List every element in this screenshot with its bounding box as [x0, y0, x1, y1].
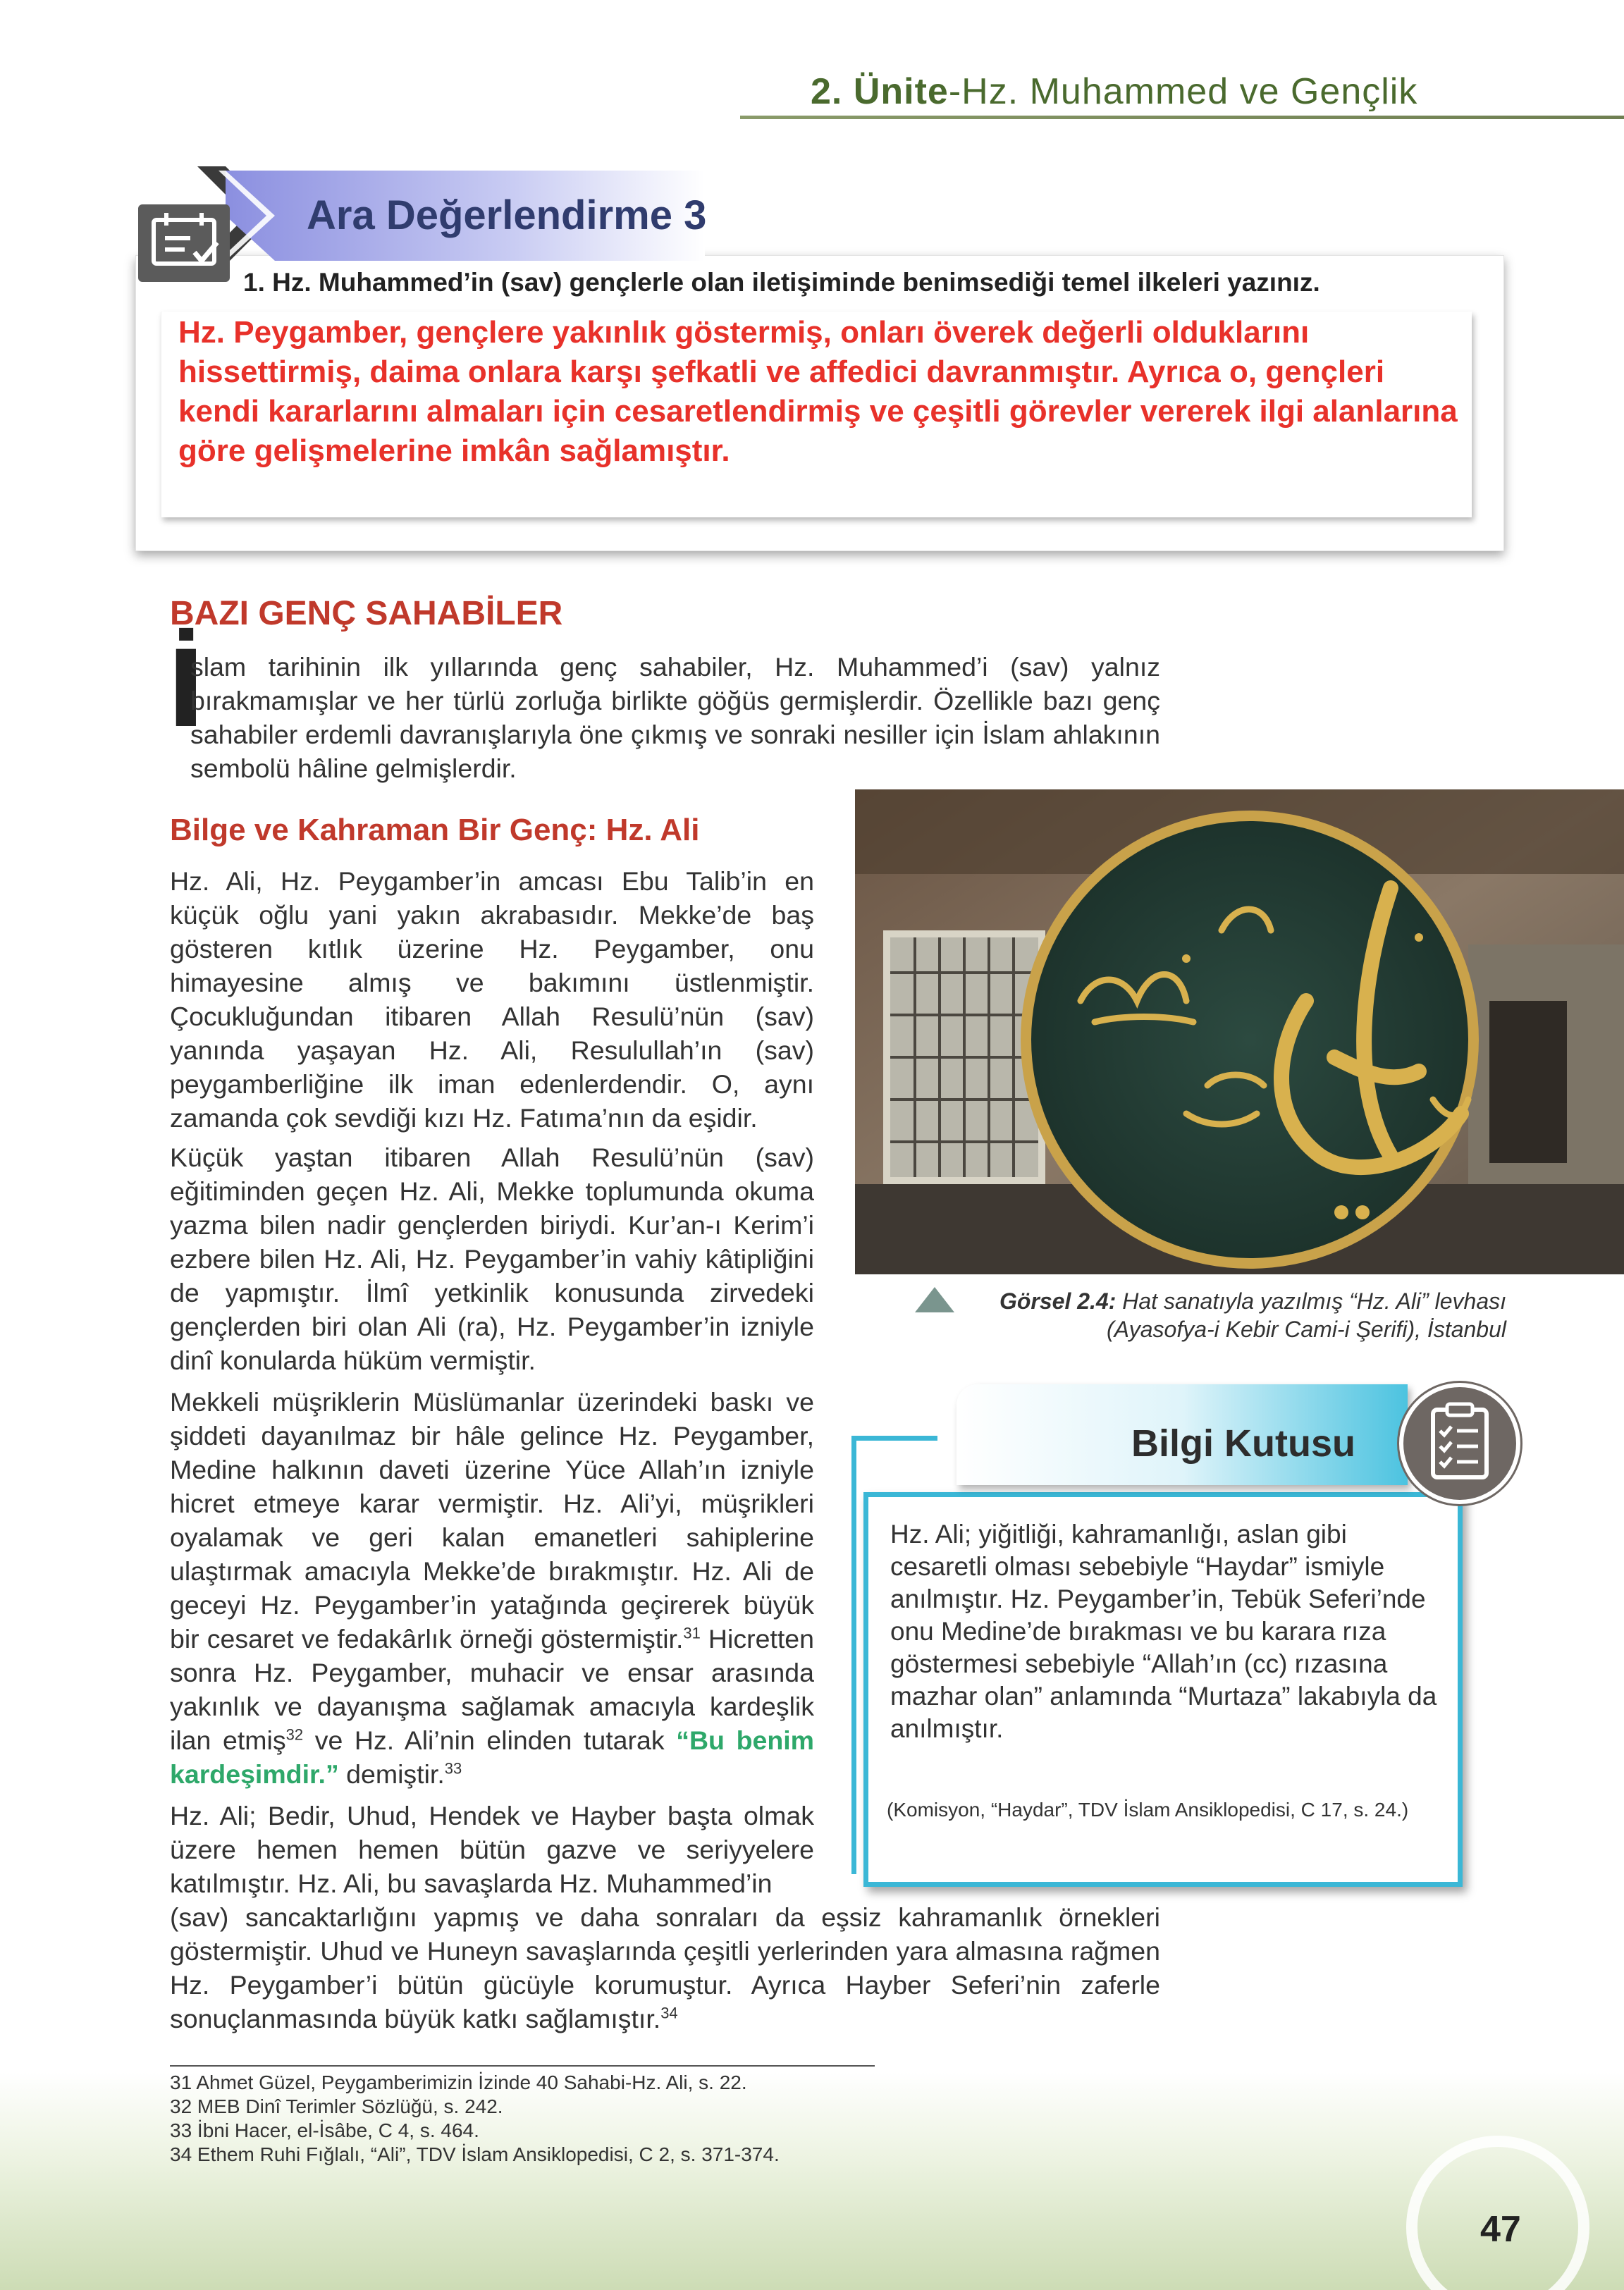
footnote-33: 33 İbni Hacer, el-İsâbe, C 4, s. 464. — [170, 2119, 479, 2141]
footnote-ref-34: 34 — [660, 2004, 678, 2022]
section-title: BAZI GENÇ SAHABİLER — [170, 595, 563, 632]
footnote-rule — [170, 2065, 875, 2067]
evaluation-title: Ara Değerlendirme 3 — [307, 192, 707, 238]
paragraph-3-part-a: Mekkeli müşriklerin Müslümanlar üzerindeki baskı ve şiddeti dayanılmaz bir hâle gelince Hz. Peygamber, Medine halkının daveti üzerine Yüce Allah’ın izniyle hicret etmeye karar vermiştir. Hz. Ali’yi, müşrikleri oyalamak ve geri kalan emanetleri sahiplerine ulaştırmak amacıyla Mekke’de bırakmıştır. Hz. Ali de geceyi Hz. Peygamber’in yatağında geçirerek büyük bir cesaret ve fedakârlık örneği göstermiştir. — [170, 1387, 814, 1654]
paragraph-3-part-c: ve Hz. Ali’nin elinden tutarak — [303, 1725, 677, 1755]
quote-text: “Bu benim kardeşimdir.” — [170, 1725, 815, 1789]
footnote-34: 34 Ethem Ruhi Fığlalı, “Ali”, TDV İslam Ansiklopedisi, C 2, s. 371-374. — [170, 2143, 780, 2165]
page-number: 47 — [1480, 2209, 1521, 2250]
unit-header — [811, 70, 1417, 113]
subsection-title: Bilge ve Kahraman Bir Genç: Hz. Ali — [170, 813, 700, 847]
paragraph-4-part-a: Hz. Ali; Bedir, Uhud, Hendek ve Hayber başta olmak üzere hemen hemen bütün gazve ve seriyyelere katılmıştır. Hz. Ali, bu savaşlarda Hz. Muhammed’in — [170, 1801, 814, 1898]
footnote-ref-31: 31 — [683, 1624, 701, 1642]
caption-label: Görsel 2.4: — [999, 1288, 1116, 1314]
intro-paragraph: slam tarihinin ilk yıllarında genç sahabiler, Hz. Muhammed’i (sav) yalnız bırakmamışlar ve her türlü zorluğa birlikte göğüs germişlerdir. Özellikle bazı genç sahabiler erdemli davranışlarıyla öne çıkmış ve sonraki nesiller için İslam ahlakının sembolü hâline gelmişlerdir. — [190, 652, 1160, 783]
unit-number: 2. Ünite — [811, 71, 949, 112]
image-caption — [967, 1287, 1506, 1343]
caption-triangle-icon — [915, 1287, 954, 1312]
footnote-32: 32 MEB Dinî Terimler Sözlüğü, s. 242. — [170, 2095, 503, 2117]
info-box-body: Hz. Ali; yiğitliği, kahramanlığı, aslan gibi cesaretli olması sebebiyle “Haydar” ismiyle anılmıştır. Hz. Peygamber’in, Tebük Seferi’nde onu Medine’de bırakması ve bu karara rıza göstermesi sebebiyle “Allah’ın (cc) rızasına mazhar olan” anlamında “Murtaza” lakabıyla da anılmıştır. — [890, 1520, 1437, 1743]
paragraph-1: Hz. Ali, Hz. Peygamber’in amcası Ebu Talib’in en küçük oğlu yani yakın akrabasıdır. Mekke’de baş gösteren kıtlık üzerine Hz. Peygamber, onu himayesine almış ve bakımını üstlenmiştir. Çocukluğundan itibaren Allah Resulü’nün (sav) yanında yaşayan Hz. Ali, Resulullah’ın (sav) peygamberliğine ilk iman edenlerdendir. O, aynı zamanda çok sevdiği kızı Hz. Fatıma’nın da eşidir. — [170, 866, 814, 1133]
paragraph-2: Küçük yaştan itibaren Allah Resulü’nün (sav) eğitiminden geçen Hz. Ali, Mekke toplumunda okuma yazma bilen nadir gençlerden biriydi. Kur’an-ı Kerim’i ezbere bilen Hz. Ali, Hz. Peygamber’in vahiy kâtipliğini de yapmıştır. İlmî yetkinlik konusunda zirvedeki gençlerden biri olan Ali (ra), Hz. Peygamber’in izniyle dinî konularda hüküm vermiştir. — [170, 1143, 814, 1375]
paragraph-3-part-d: demiştir. — [338, 1759, 445, 1789]
footnote-31: 31 Ahmet Güzel, Peygamberimizin İzinde 40 Sahabi-Hz. Ali, s. 22. — [170, 2072, 747, 2093]
caption-text: Hat sanatıyla yazılmış “Hz. Ali” levhası (Ayasofya-i Kebir Cami-i Şerifi), İstanbul — [1107, 1288, 1506, 1342]
footnote-ref-32: 32 — [285, 1725, 304, 1744]
paragraph-4-part-b: (sav) sancaktarlığını yapmış ve daha sonraları da eşsiz kahramanlık örnekleri göstermiştir. Uhud ve Huneyn savaşlarında çeşitli yerlerinden yara almasına rağmen Hz. Peygamber’i bütün gücüyle korumuştur. Ayrıca Hayber Seferi’nin zaferle sonuçlanmasında büyük katkı sağlamıştır. — [170, 1902, 1160, 2033]
paragraph-4 — [170, 1900, 1160, 2036]
unit-title: -Hz. Muhammed ve Gençlik — [948, 71, 1418, 112]
footnotes — [170, 2071, 780, 2167]
evaluation-question: 1. Hz. Muhammed’in (sav) gençlerle olan iletişiminde benimsediği temel ilkeleri yazınız. — [243, 268, 1320, 297]
footnote-ref-33: 33 — [444, 1759, 462, 1778]
paragraph-3-part-b: Hicretten sonra Hz. Peygamber, muhacir ve ensar arasında yakınlık ve dayanışma sağlamak amacıyla kardeşlik ilan etmiş — [170, 1624, 814, 1755]
checklist-icon — [1399, 1383, 1520, 1504]
header-rule — [740, 116, 1624, 119]
drop-cap: İ — [166, 629, 206, 751]
info-box-source: (Komisyon, “Haydar”, TDV İslam Ansiklopedisi, C 17, s. 24.) — [887, 1799, 1409, 1821]
clipboard-check-icon — [138, 204, 230, 282]
evaluation-answer: Hz. Peygamber, gençlere yakınlık göstermiş, onları överek değerli olduklarını hissettirmiş, daima onlara karşı şefkatli ve affedici davranmıştır. Ayrıca o, gençleri kendi kararlarını almaları için cesaretlendirmiş ve çeşitli görevler vererek ilgi alanlarına göre gelişmelerine imkân sağlamıştır. — [178, 315, 1458, 468]
paragraph-3 — [170, 1385, 814, 1791]
hz-ali-calligraphy-photo — [855, 789, 1624, 1274]
info-box-title: Bilgi Kutusu — [1131, 1422, 1355, 1465]
